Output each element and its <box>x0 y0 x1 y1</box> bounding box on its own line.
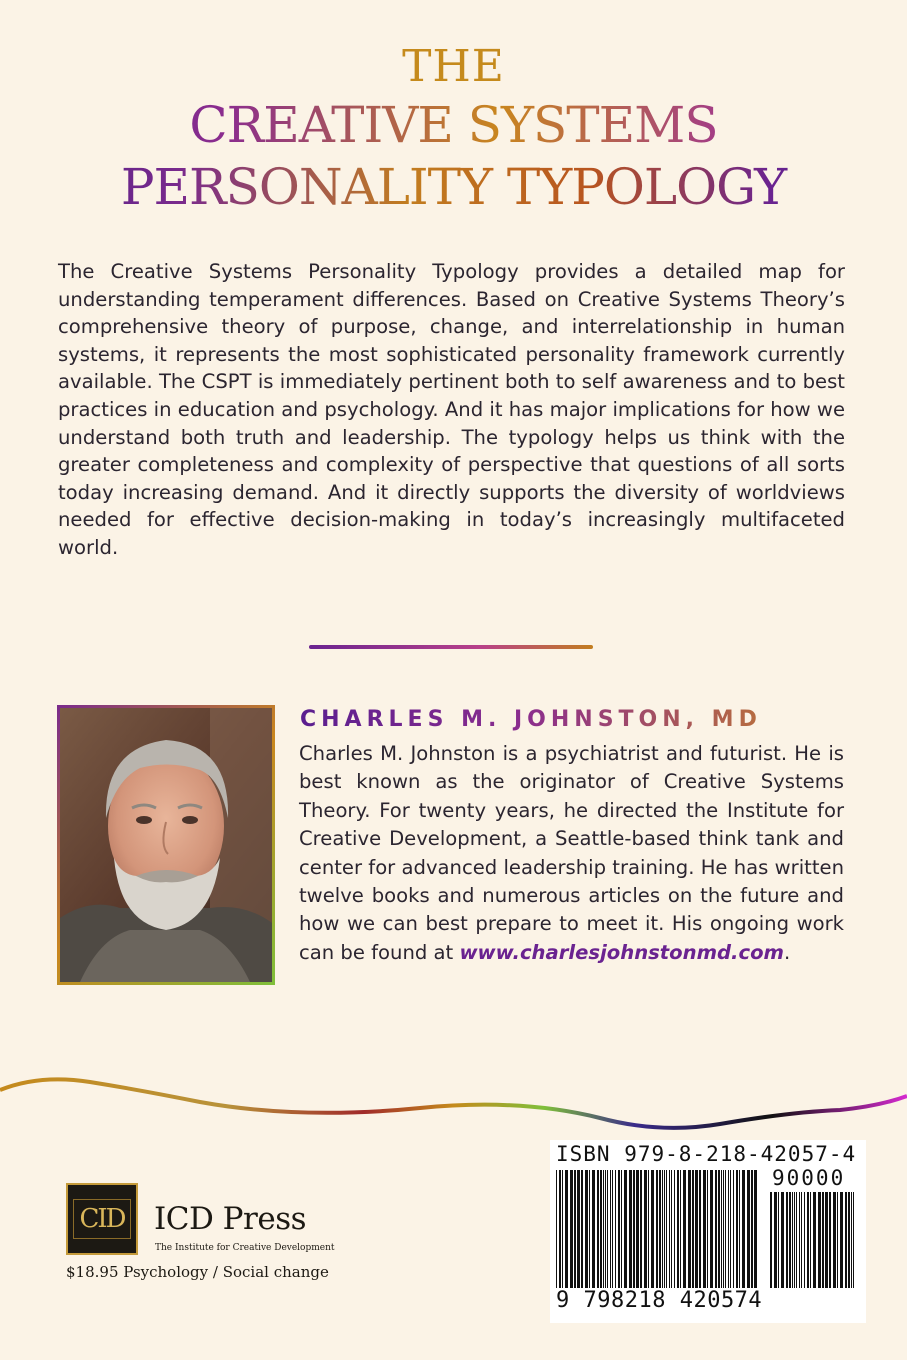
barcode-bar <box>615 1170 616 1288</box>
barcode-bar <box>730 1170 731 1288</box>
isbn-barcode <box>550 1140 866 1323</box>
barcode-addon-bar <box>822 1192 824 1288</box>
barcode-bar <box>707 1170 708 1288</box>
barcode-bar <box>581 1170 583 1288</box>
barcode-addon-bar <box>781 1192 784 1288</box>
barcode-addon-bar <box>786 1192 788 1288</box>
barcode-addon-bar <box>853 1192 854 1288</box>
barcode-addon-bar <box>845 1192 847 1288</box>
barcode-bar <box>644 1170 647 1288</box>
barcode-addon-bar <box>792 1192 793 1288</box>
barcode-bar <box>680 1170 681 1288</box>
publisher-logo <box>66 1183 138 1255</box>
barcode-bar <box>723 1170 724 1288</box>
author-website-link[interactable]: www.charlesjohnstonmd.com <box>459 940 784 964</box>
barcode-bar <box>742 1170 745 1288</box>
section-divider <box>309 645 593 649</box>
barcode-bar <box>747 1170 750 1288</box>
title-line-personality-typology: PERSONALITY TYPOLOGY <box>0 156 907 218</box>
barcode-addon-bar <box>774 1192 777 1288</box>
book-description: The Creative Systems Personality Typology provides a detailed map for understanding temperament differences. Based on Creative Systems Theory’s comprehensive theory of purpose, change, and interrelationship in human systems, it represents the most sophisticated personality framework currently available. The CSPT is immediately pertinent both to self awareness and to best practices in education and psychology. And it has major implications for how we understand both truth and leadership. The typology helps us think with the greater completeness and complexity of perspective that questions of all sorts today increasing demand. And it directly supports the diversity of worldviews needed for effective decision-making in today’s increasingly multifaceted world. <box>58 260 845 559</box>
author-photo <box>57 705 275 985</box>
barcode-bar <box>677 1170 679 1288</box>
barcode-bar <box>739 1170 740 1288</box>
barcode-bar <box>629 1170 632 1288</box>
barcode-bar <box>600 1170 602 1288</box>
barcode-addon-bar <box>789 1192 791 1288</box>
barcode-bar <box>559 1170 561 1288</box>
barcode-bar <box>751 1170 753 1288</box>
barcode-bar <box>610 1170 611 1288</box>
barcode-bar <box>621 1170 622 1288</box>
barcode-bar <box>715 1170 717 1288</box>
barcode-bar <box>662 1170 663 1288</box>
barcode-bar <box>618 1170 620 1288</box>
barcode-addon-bar <box>813 1192 816 1288</box>
barcode-number: 9 798218 420574 <box>556 1288 763 1313</box>
barcode-bar <box>728 1170 729 1288</box>
barcode-addon-bar <box>840 1192 843 1288</box>
barcode-bar <box>725 1170 726 1288</box>
barcode-bar <box>710 1170 713 1288</box>
barcode-bar <box>669 1170 670 1288</box>
barcode-bar <box>624 1170 627 1288</box>
barcode-addon-bar <box>833 1192 836 1288</box>
author-bio-end: . <box>783 940 791 964</box>
barcode-bar <box>651 1170 654 1288</box>
publisher-name: ICD Press <box>154 1201 307 1237</box>
barcode-addon-bar <box>801 1192 802 1288</box>
barcode-addon-bar <box>810 1192 811 1288</box>
barcode-bar <box>671 1170 672 1288</box>
barcode-addon-bar <box>796 1192 797 1288</box>
decorative-wave <box>0 1060 907 1140</box>
book-title <box>0 40 907 218</box>
barcode-bar <box>585 1170 588 1288</box>
barcode-bar <box>565 1170 568 1288</box>
barcode-bar <box>592 1170 595 1288</box>
barcode-bar <box>666 1170 667 1288</box>
barcode-bar <box>656 1170 658 1288</box>
barcode-bar <box>562 1170 563 1288</box>
barcode-bar <box>556 1170 557 1288</box>
barcode-bar <box>648 1170 649 1288</box>
barcode-addon-bar <box>825 1192 828 1288</box>
title-line-the: THE <box>402 41 505 92</box>
barcode-bar <box>718 1170 720 1288</box>
barcode-bar <box>574 1170 576 1288</box>
price-addon: 90000 <box>772 1166 846 1190</box>
barcode-addon-bar <box>770 1192 772 1288</box>
barcode-bar <box>674 1170 675 1288</box>
barcode-addon-bar <box>778 1192 779 1288</box>
barcode-bar <box>570 1170 573 1288</box>
barcode-addon-bar <box>799 1192 800 1288</box>
barcode-bar <box>695 1170 698 1288</box>
barcode-bar <box>636 1170 639 1288</box>
barcode-bar <box>633 1170 635 1288</box>
barcode-bar <box>688 1170 691 1288</box>
barcode-bar <box>607 1170 608 1288</box>
barcode-bar <box>703 1170 706 1288</box>
publisher-block <box>66 1183 346 1293</box>
publisher-subtitle: The Institute for Creative Development <box>155 1243 335 1253</box>
author-bio <box>299 740 844 967</box>
barcode-bar <box>603 1170 604 1288</box>
barcode-bar <box>692 1170 694 1288</box>
barcode-addon-bar <box>794 1192 795 1288</box>
publisher-logo-text: CID <box>73 1199 130 1239</box>
barcode-addon-bar <box>851 1192 852 1288</box>
barcode-addon-bar <box>818 1192 821 1288</box>
barcode-bar <box>612 1170 613 1288</box>
barcode-addon-bar <box>848 1192 850 1288</box>
isbn-label: ISBN 979-8-218-42057-4 <box>556 1142 857 1166</box>
barcode-bar <box>736 1170 738 1288</box>
barcode-bar <box>721 1170 722 1288</box>
barcode-bar <box>754 1170 757 1288</box>
author-bio-text: Charles M. Johnston is a psychiatrist and futurist. He is best known as the originator of Creative Systems Theory. For twenty years, he directed the Institute for Creative Development, a Seattle-based think tank and center for advanced leadership training. He has written twelve books and numerous articles on the future and how we can best prepare to meet it. His ongoing work can be found at <box>299 742 844 964</box>
author-photo-image <box>60 708 272 982</box>
barcode-addon-bar <box>829 1192 831 1288</box>
barcode-addon-bar <box>807 1192 809 1288</box>
barcode-bar <box>683 1170 686 1288</box>
barcode-bar <box>589 1170 590 1288</box>
barcode-bar <box>699 1170 701 1288</box>
barcode-addon-bar <box>837 1192 838 1288</box>
barcode-bar <box>597 1170 599 1288</box>
price-and-category: $18.95 Psychology / Social change <box>66 1263 329 1281</box>
barcode-bar <box>640 1170 642 1288</box>
title-line-creative-systems: CREATIVE SYSTEMS <box>0 94 907 156</box>
author-name: CHARLES M. JOHNSTON, MD <box>300 704 860 736</box>
barcode-bar <box>659 1170 661 1288</box>
barcode-bar <box>733 1170 734 1288</box>
barcode-addon-bar <box>804 1192 805 1288</box>
barcode-bar <box>664 1170 665 1288</box>
barcode-bar <box>577 1170 580 1288</box>
barcode-bar <box>605 1170 606 1288</box>
